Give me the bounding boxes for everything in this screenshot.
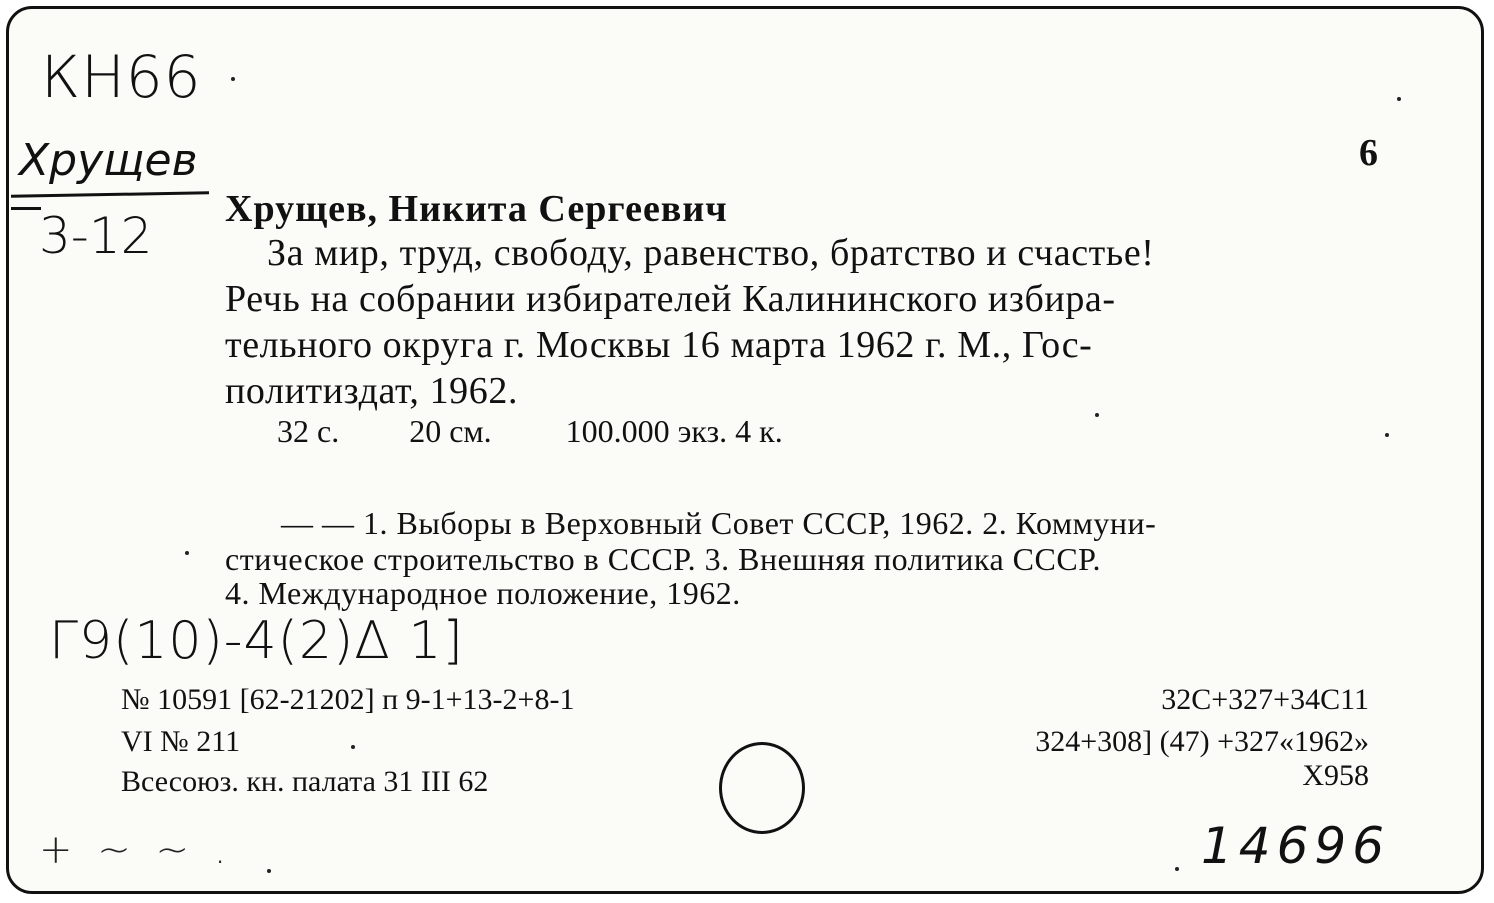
subject-line-3: 4. Международное положение, 1962. bbox=[225, 575, 741, 611]
speck bbox=[185, 551, 189, 555]
print-run: 100.000 экз. 4 к. bbox=[565, 413, 783, 449]
author-underline bbox=[11, 191, 209, 197]
catalog-card bbox=[6, 6, 1484, 894]
series-line: VI № 211 bbox=[121, 725, 241, 758]
subject-line-2: стическое строительство в СССР. 3. Внешняя политика СССР. bbox=[225, 541, 1101, 577]
index-line-1: 32С+327+34С11 bbox=[1161, 683, 1369, 716]
speck bbox=[231, 77, 235, 81]
collation-line bbox=[277, 413, 783, 450]
handwritten-number: 3-12 bbox=[39, 207, 153, 265]
handwritten-inventory: 14696 bbox=[1201, 817, 1391, 875]
handwritten-scribble: + ~ ~ . bbox=[39, 827, 233, 873]
title-line-1: За мир, труд, свободу, равенство, братство и счастье! bbox=[267, 232, 1155, 274]
title-line-4: политиздат, 1962. bbox=[225, 370, 519, 412]
author-heading: Хрущев, Никита Сергеевич bbox=[225, 188, 728, 230]
handwritten-classification: КН66 bbox=[41, 43, 202, 111]
speck bbox=[1095, 413, 1099, 417]
speck bbox=[1397, 97, 1401, 101]
chamber-line: Всесоюз. кн. палата 31 III 62 bbox=[121, 765, 489, 798]
title-line-3: тельного округа г. Москвы 16 марта 1962 г. М., Гос- bbox=[225, 324, 1093, 366]
index-line-2: 324+308] (47) +327«1962» bbox=[1035, 725, 1369, 758]
registry-line: № 10591 [62-21202] п 9-1+13-2+8-1 bbox=[121, 683, 575, 716]
book-size: 20 см. bbox=[409, 413, 492, 449]
left-divider bbox=[11, 207, 41, 210]
handwritten-udc: Г9(10)-4(2)Δ 1] bbox=[49, 611, 464, 671]
handwritten-author: Хрущев bbox=[19, 135, 198, 186]
card-number: 6 bbox=[1359, 132, 1378, 174]
subject-line-1: — — 1. Выборы в Верховный Совет СССР, 1962. 2. Коммуни- bbox=[281, 505, 1157, 541]
speck bbox=[1175, 867, 1179, 871]
title-line-2: Речь на собрании избирателей Калининского избира- bbox=[225, 278, 1116, 320]
speck bbox=[351, 745, 355, 749]
speck bbox=[1385, 433, 1389, 437]
index-line-3: Х958 bbox=[1302, 759, 1369, 792]
speck bbox=[267, 869, 271, 873]
punch-hole bbox=[719, 742, 805, 834]
pages-count: 32 с. bbox=[277, 413, 340, 449]
